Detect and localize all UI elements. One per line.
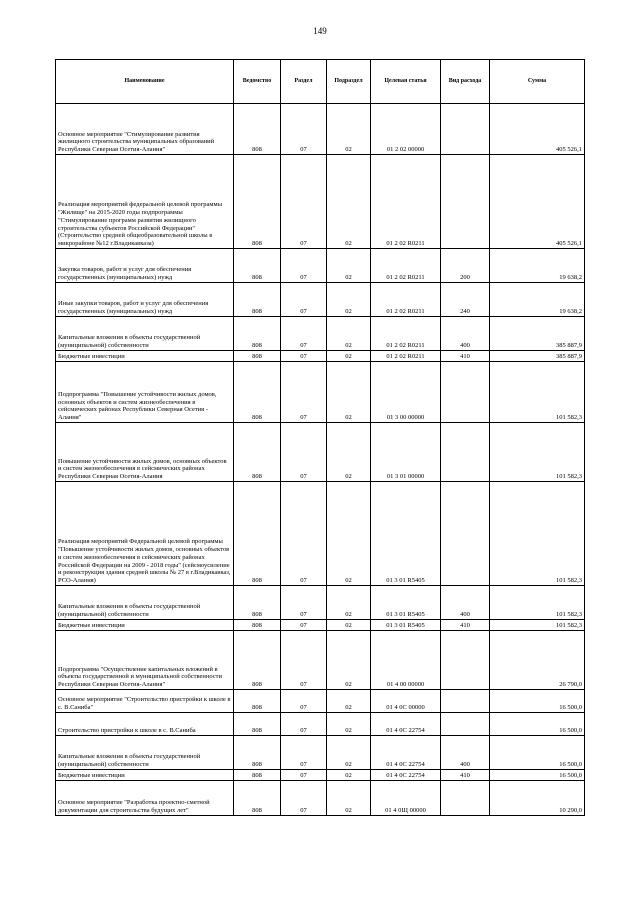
cell-name: Бюджетные инвестиции [56,351,234,362]
header-sum: Сумма [490,60,585,104]
cell-podrazdel: 02 [327,620,371,631]
cell-razdel: 07 [281,690,327,713]
cell-razdel: 07 [281,482,327,586]
cell-target-article: 01 4 0Щ 00000 [371,781,441,816]
cell-ved: 808 [234,351,281,362]
cell-razdel: 07 [281,362,327,423]
cell-name: Капитальные вложения в объекты государственной (муниципальной) собственности [56,586,234,620]
cell-podrazdel: 02 [327,283,371,317]
table-row [56,713,585,736]
cell-podrazdel: 02 [327,736,371,770]
cell-podrazdel: 02 [327,631,371,690]
cell-target-article: 01 3 01 R5405 [371,482,441,586]
cell-target-article: 01 2 02 R0211 [371,283,441,317]
cell-razdel: 07 [281,713,327,736]
table-row [56,631,585,690]
cell-podrazdel: 02 [327,249,371,283]
cell-ved: 808 [234,770,281,781]
header-name: Наименование [56,60,234,104]
cell-razdel: 07 [281,351,327,362]
header-razdel: Раздел [281,60,327,104]
cell-expense-type [441,631,490,690]
cell-target-article: 01 4 0С 00000 [371,690,441,713]
cell-name: Подпрограмма "Повышение устойчивости жилых домов, основных объектов и систем жизнеобеспечения в сейсмических районах Республики Северная Осетия - Алания" [56,362,234,423]
cell-expense-type: 410 [441,351,490,362]
cell-razdel: 07 [281,770,327,781]
cell-sum: 101 582,3 [490,586,585,620]
cell-ved: 808 [234,690,281,713]
cell-razdel: 07 [281,423,327,482]
cell-expense-type: 410 [441,770,490,781]
cell-sum: 10 290,0 [490,781,585,816]
table-row [56,249,585,283]
cell-razdel: 07 [281,620,327,631]
cell-name: Капитальные вложения в объекты государственной (муниципальной) собственности [56,736,234,770]
cell-sum: 19 638,2 [490,283,585,317]
cell-name: Подпрограмма "Осуществление капитальных вложений в объекты государственной и муниципальной собственности Республики Северная Осетия-Алания" [56,631,234,690]
cell-podrazdel: 02 [327,713,371,736]
cell-podrazdel: 02 [327,104,371,155]
cell-name: Основное мероприятие "Разработка проектно-сметной документации для строительства будущих лет" [56,781,234,816]
cell-sum: 385 887,9 [490,351,585,362]
cell-podrazdel: 02 [327,317,371,351]
cell-sum: 405 526,1 [490,104,585,155]
cell-ved: 808 [234,781,281,816]
cell-razdel: 07 [281,104,327,155]
cell-name: Повышение устойчивости жилых домов, основных объектов и систем жизнеобеспечения в сейсмических районах Республики Северная Осетия-Алания [56,423,234,482]
table-row [56,362,585,423]
table-row [56,317,585,351]
cell-razdel: 07 [281,283,327,317]
cell-ved: 808 [234,104,281,155]
cell-name: Иные закупки товаров, работ и услуг для обеспечения государственных (муниципальных) нужд [56,283,234,317]
cell-target-article: 01 2 02 R0211 [371,317,441,351]
cell-expense-type: 410 [441,620,490,631]
table-row [56,351,585,362]
table-row [56,283,585,317]
cell-sum: 26 790,0 [490,631,585,690]
cell-expense-type: 400 [441,317,490,351]
cell-target-article: 01 4 0С 22754 [371,736,441,770]
cell-razdel: 07 [281,586,327,620]
table-row [56,423,585,482]
table-row [56,155,585,249]
table-row [56,104,585,155]
cell-sum: 16 500,0 [490,690,585,713]
cell-ved: 808 [234,620,281,631]
cell-expense-type [441,713,490,736]
cell-sum: 405 526,1 [490,155,585,249]
cell-ved: 808 [234,586,281,620]
cell-name: Капитальные вложения в объекты государственной (муниципальной) собственности [56,317,234,351]
table-row [56,736,585,770]
cell-target-article: 01 2 02 R0211 [371,155,441,249]
cell-razdel: 07 [281,631,327,690]
cell-expense-type [441,104,490,155]
cell-razdel: 07 [281,781,327,816]
page-number: 149 [313,26,327,36]
cell-expense-type: 240 [441,283,490,317]
cell-podrazdel: 02 [327,423,371,482]
cell-expense-type: 400 [441,736,490,770]
cell-ved: 808 [234,482,281,586]
cell-target-article: 01 2 02 R0211 [371,351,441,362]
header-podrazdel: Подраздел [327,60,371,104]
cell-name: Бюджетные инвестиции [56,620,234,631]
cell-razdel: 07 [281,317,327,351]
cell-podrazdel: 02 [327,362,371,423]
cell-ved: 808 [234,155,281,249]
cell-name: Строительство пристройки к школе в с. В.Саниба [56,713,234,736]
cell-target-article: 01 3 01 R5405 [371,620,441,631]
cell-razdel: 07 [281,249,327,283]
cell-expense-type [441,781,490,816]
table-row [56,482,585,586]
cell-ved: 808 [234,362,281,423]
table-header-row [56,60,585,104]
cell-name: Реализация мероприятий федеральной целевой программы "Жилище" на 2015-2020 годы подпрограммы "Стимулирование программ развития жилищного строительства субъектов Российской Федерации" (Строительство средней общеобразовательной школы в микрорайоне №12 г.Владикавказа) [56,155,234,249]
cell-podrazdel: 02 [327,781,371,816]
cell-ved: 808 [234,713,281,736]
cell-podrazdel: 02 [327,155,371,249]
cell-target-article: 01 3 01 R5405 [371,586,441,620]
cell-expense-type [441,155,490,249]
cell-target-article: 01 4 00 00000 [371,631,441,690]
cell-ved: 808 [234,423,281,482]
budget-table [55,59,585,816]
cell-sum: 101 582,3 [490,482,585,586]
cell-name: Бюджетные инвестиции [56,770,234,781]
cell-expense-type [441,482,490,586]
cell-sum: 101 582,3 [490,423,585,482]
cell-target-article: 01 4 0С 22754 [371,713,441,736]
cell-podrazdel: 02 [327,690,371,713]
cell-podrazdel: 02 [327,482,371,586]
cell-sum: 19 638,2 [490,249,585,283]
cell-expense-type [441,690,490,713]
cell-podrazdel: 02 [327,351,371,362]
header-expense-type: Вид расхода [441,60,490,104]
header-ved: Ведомство [234,60,281,104]
cell-expense-type [441,362,490,423]
cell-ved: 808 [234,283,281,317]
cell-sum: 16 500,0 [490,736,585,770]
table-row [56,586,585,620]
cell-ved: 808 [234,317,281,351]
cell-razdel: 07 [281,155,327,249]
cell-ved: 808 [234,736,281,770]
cell-sum: 101 582,3 [490,362,585,423]
cell-target-article: 01 3 00 00000 [371,362,441,423]
cell-sum: 385 887,9 [490,317,585,351]
cell-podrazdel: 02 [327,770,371,781]
cell-target-article: 01 2 02 R0211 [371,249,441,283]
cell-sum: 16 500,0 [490,713,585,736]
table-row [56,690,585,713]
cell-sum: 101 582,3 [490,620,585,631]
cell-ved: 808 [234,249,281,283]
cell-razdel: 07 [281,736,327,770]
cell-podrazdel: 02 [327,586,371,620]
cell-target-article: 01 2 02 00000 [371,104,441,155]
table-row [56,770,585,781]
cell-name: Основное мероприятие "Стимулирование развития жилищного строительства муниципальных образований Республики Северная Осетия-Алания" [56,104,234,155]
cell-name: Реализация мероприятий Федеральной целевой программы "Повышение устойчивости жилых домов, основных объектов и систем жизнеобеспечения в сейсмических районах Российской Федерации на 2009 - 2018 годы" (сейсмоусиление и реконструкция здания средней школы № 27 в г.Владикавказ, РСО-Алания) [56,482,234,586]
cell-name: Закупка товаров, работ и услуг для обеспечения государственных (муниципальных) нужд [56,249,234,283]
cell-expense-type: 400 [441,586,490,620]
cell-sum: 16 500,0 [490,770,585,781]
cell-target-article: 01 3 01 00000 [371,423,441,482]
cell-ved: 808 [234,631,281,690]
cell-expense-type [441,423,490,482]
cell-expense-type: 200 [441,249,490,283]
table-row [56,620,585,631]
header-target-article: Целевая статья [371,60,441,104]
cell-name: Основное мероприятие "Строительство пристройки к школе в с. В.Саниба" [56,690,234,713]
cell-target-article: 01 4 0С 22754 [371,770,441,781]
table-row [56,781,585,816]
